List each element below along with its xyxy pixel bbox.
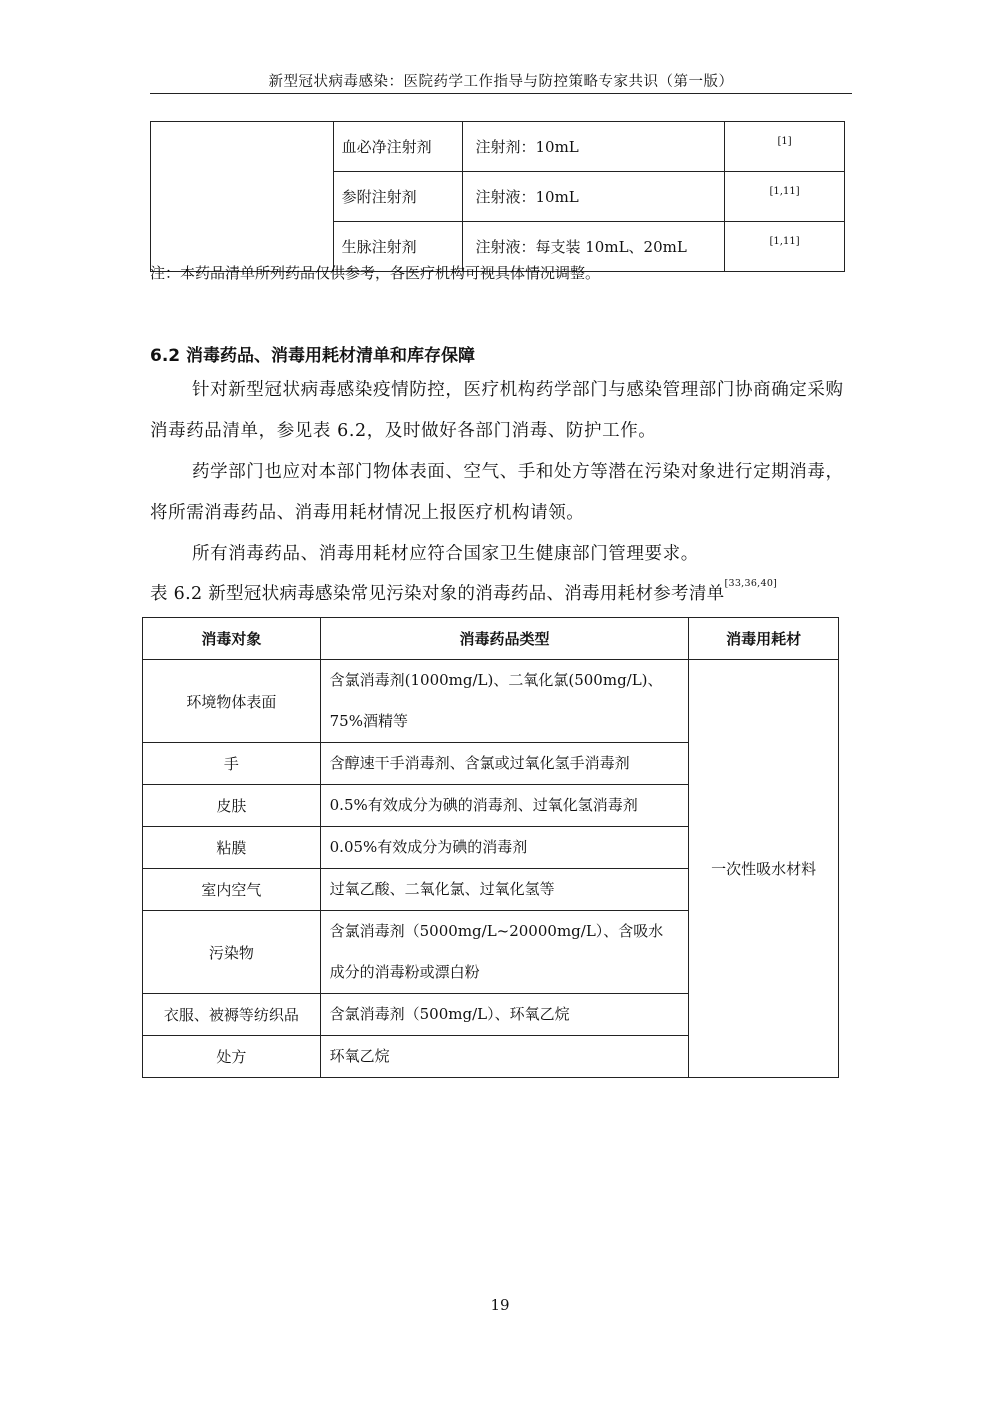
type-cell (320, 911, 689, 994)
merged-category-cell (151, 122, 334, 272)
drug-name: 参附注射剂 (333, 172, 463, 222)
drug-form: 注射液：每支装 10mL、20mL (463, 222, 725, 272)
drug-ref: [1] (725, 122, 845, 172)
drug-ref: [1,11] (725, 172, 845, 222)
object-cell: 处方 (143, 1036, 321, 1078)
type-line: 含氯消毒剂（5000mg/L~20000mg/L）、含吸水 (329, 922, 664, 940)
type-line: 含氯消毒剂(1000mg/L)、二氧化氯(500mg/L)、 (329, 671, 663, 689)
table-caption-text: 表 6.2 新型冠状病毒感染常见污染对象的消毒药品、消毒用耗材参考清单 (150, 584, 725, 604)
type-line: 75%酒精等 (329, 712, 408, 730)
object-cell: 皮肤 (143, 785, 321, 827)
object-cell: 环境物体表面 (143, 660, 321, 743)
type-cell: 含氯消毒剂（500mg/L）、环氧乙烷 (320, 994, 689, 1036)
header-rule (150, 93, 852, 94)
header-material: 消毒用耗材 (689, 618, 839, 660)
header-object: 消毒对象 (143, 618, 321, 660)
drug-list-table-continued (150, 121, 845, 272)
type-cell (320, 660, 689, 743)
table-row (151, 122, 845, 172)
material-cell: 一次性吸水材料 (689, 660, 839, 1078)
table-row (143, 660, 839, 743)
paragraph: 针对新型冠状病毒感染疫情防控，医疗机构药学部门与感染管理部门协商确定采购消毒药品清单，参见表 6.2，及时做好各部门消毒、防护工作。 (150, 380, 844, 441)
object-cell: 手 (143, 743, 321, 785)
drug-name: 生脉注射剂 (333, 222, 463, 272)
object-cell: 室内空气 (143, 869, 321, 911)
disinfectant-table (142, 617, 839, 1078)
table-note: 注：本药品清单所列药品仅供参考，各医疗机构可视具体情况调整。 (150, 264, 601, 282)
paragraph: 药学部门也应对本部门物体表面、空气、手和处方等潜在污染对象进行定期消毒，将所需消毒药品、消毒用耗材情况上报医疗机构请领。 (150, 462, 844, 523)
type-cell: 0.5%有效成分为碘的消毒剂、过氧化氢消毒剂 (320, 785, 689, 827)
table-caption (150, 580, 777, 605)
type-cell: 含醇速干手消毒剂、含氯或过氧化氢手消毒剂 (320, 743, 689, 785)
type-line: 成分的消毒粉或漂白粉 (329, 963, 480, 981)
drug-form: 注射液：10mL (463, 172, 725, 222)
page-number: 19 (490, 1296, 510, 1314)
type-cell: 过氧乙酸、二氧化氯、过氧化氢等 (320, 869, 689, 911)
drug-name: 血必净注射剂 (333, 122, 463, 172)
paragraph: 所有消毒药品、消毒用耗材应符合国家卫生健康部门管理要求。 (192, 544, 699, 564)
section-heading: 6.2 消毒药品、消毒用耗材清单和库存保障 (150, 346, 476, 366)
type-cell: 0.05%有效成分为碘的消毒剂 (320, 827, 689, 869)
table-caption-refs: [33,36,40] (724, 578, 778, 589)
drug-form: 注射剂：10mL (463, 122, 725, 172)
drug-ref: [1,11] (725, 222, 845, 272)
object-cell: 粘膜 (143, 827, 321, 869)
object-cell: 衣服、被褥等纺织品 (143, 994, 321, 1036)
header-type: 消毒药品类型 (320, 618, 689, 660)
table-header-row (143, 618, 839, 660)
type-cell: 环氧乙烷 (320, 1036, 689, 1078)
running-header: 新型冠状病毒感染：医院药学工作指导与防控策略专家共识（第一版） (268, 74, 734, 90)
object-cell: 污染物 (143, 911, 321, 994)
